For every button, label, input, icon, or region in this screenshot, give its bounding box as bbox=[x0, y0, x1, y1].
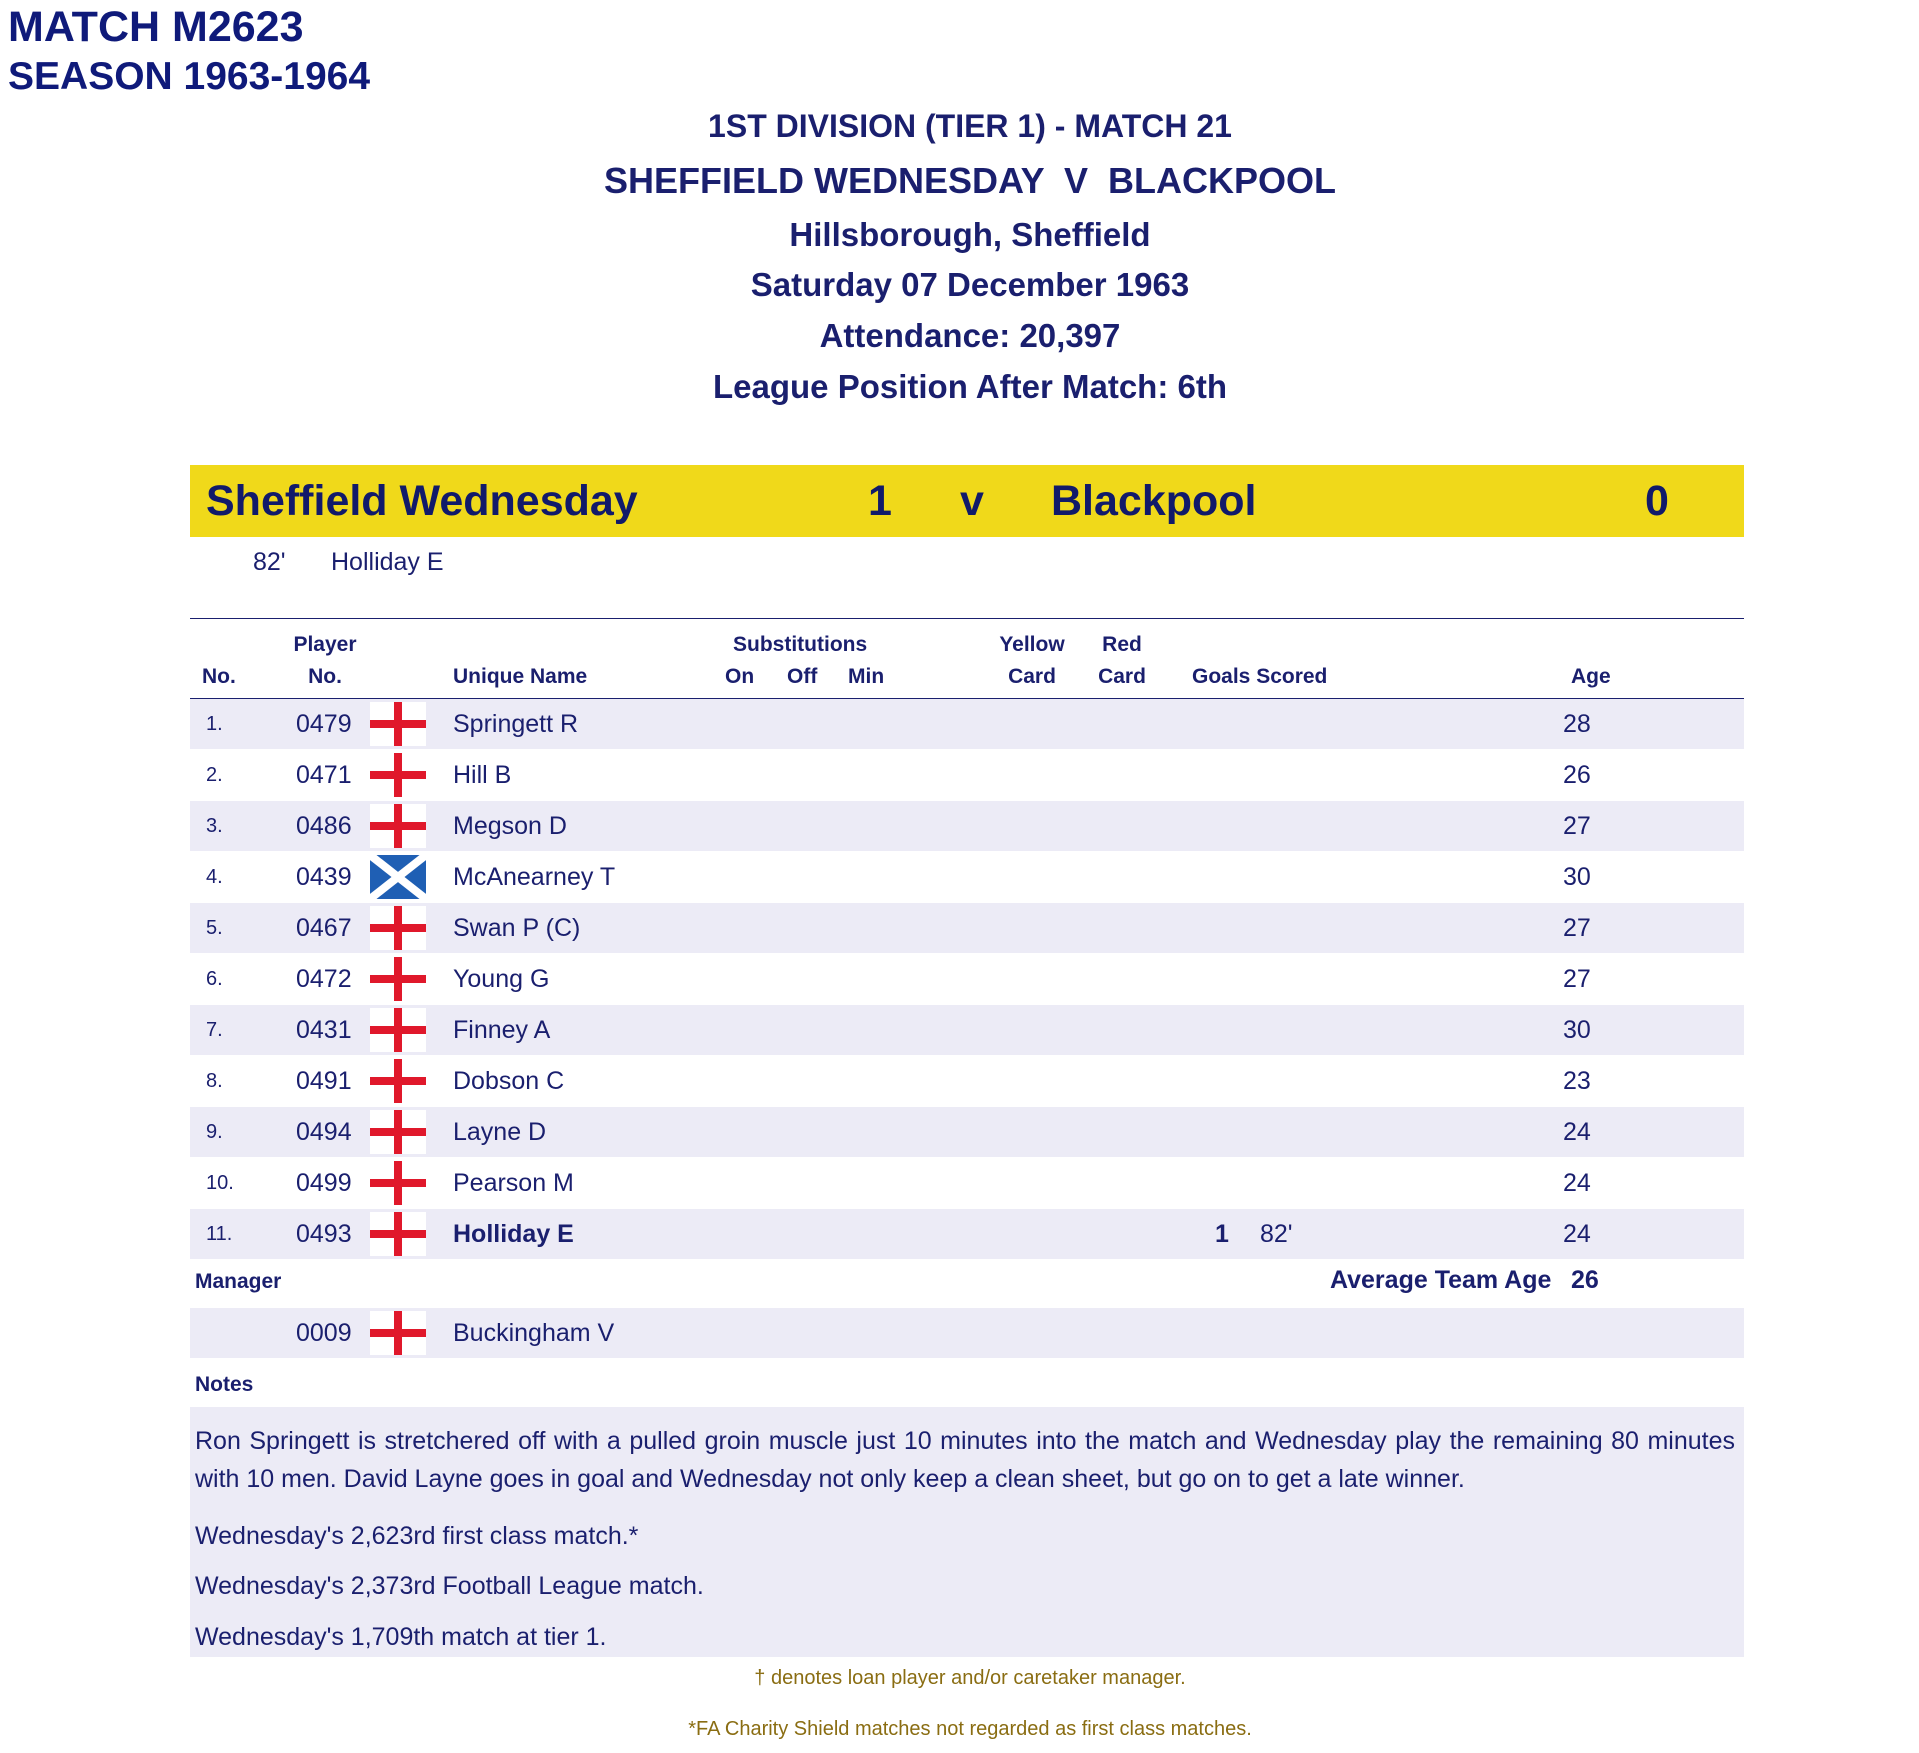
scotland-flag-icon bbox=[370, 855, 426, 899]
goal-minute: 82' bbox=[253, 548, 286, 576]
row-number: 2. bbox=[206, 764, 223, 786]
col-red-top: Red bbox=[1102, 633, 1142, 656]
player-name: McAnearney T bbox=[453, 863, 616, 891]
table-row bbox=[190, 852, 1744, 902]
england-flag-icon bbox=[370, 1008, 426, 1052]
table-row bbox=[190, 903, 1744, 953]
player-age: 24 bbox=[1563, 1118, 1591, 1146]
england-flag-icon bbox=[370, 957, 426, 1001]
england-flag-icon bbox=[370, 1161, 426, 1205]
table-row bbox=[190, 954, 1744, 1004]
england-flag-icon bbox=[370, 1212, 426, 1256]
versus-label: v bbox=[960, 477, 984, 525]
table-row bbox=[190, 801, 1744, 851]
col-no-header: No. bbox=[202, 665, 236, 688]
goal-minute: 82' bbox=[1260, 1220, 1293, 1248]
player-number: 0491 bbox=[296, 1067, 352, 1095]
note-match-report: Ron Springett is stretchered off with a pulled groin muscle just 10 minutes into the match and Wednesday play the remaining 80 minutes with 10 men. David Layne goes in goal and Wednesday not only keep a clean sheet, but go on to get a late winner. bbox=[195, 1427, 1735, 1493]
goal-scorer: Holliday E bbox=[331, 548, 444, 576]
season-label: SEASON 1963-1964 bbox=[8, 55, 371, 98]
player-name: Holliday E bbox=[453, 1220, 574, 1248]
england-flag-icon bbox=[370, 1311, 426, 1355]
col-player-no-bottom: No. bbox=[308, 665, 342, 688]
row-number: 5. bbox=[206, 917, 223, 939]
player-number: 0493 bbox=[296, 1220, 352, 1248]
league-position: League Position After Match: 6th bbox=[713, 368, 1227, 405]
player-number: 0494 bbox=[296, 1118, 352, 1146]
player-name: Dobson C bbox=[453, 1067, 565, 1095]
match-date: Saturday 07 December 1963 bbox=[750, 266, 1190, 303]
row-number: 10. bbox=[206, 1172, 234, 1194]
table-row bbox=[190, 1056, 1744, 1106]
footnote-charity-shield: *FA Charity Shield matches not regarded as first class matches. bbox=[688, 1718, 1252, 1740]
table-row bbox=[190, 699, 1744, 749]
home-goals: 1 bbox=[868, 477, 892, 525]
player-number: 0439 bbox=[296, 863, 352, 891]
england-flag-icon bbox=[370, 702, 426, 746]
col-unique-name-header: Unique Name bbox=[453, 665, 588, 688]
player-name: Layne D bbox=[453, 1118, 547, 1146]
match-id: MATCH M2623 bbox=[8, 3, 304, 51]
england-flag-icon bbox=[370, 804, 426, 848]
col-goals-scored-header: Goals Scored bbox=[1192, 665, 1328, 688]
row-number: 1. bbox=[206, 713, 223, 735]
home-team: Sheffield Wednesday bbox=[206, 477, 638, 525]
row-number: 8. bbox=[206, 1070, 223, 1092]
row-number: 4. bbox=[206, 866, 223, 888]
player-name: Springett R bbox=[453, 710, 579, 738]
player-age: 24 bbox=[1563, 1220, 1591, 1248]
player-number: 0486 bbox=[296, 812, 352, 840]
col-sub-off-header: Off bbox=[787, 665, 818, 688]
table-row bbox=[190, 1209, 1744, 1259]
col-yellow-bottom: Card bbox=[1008, 665, 1056, 688]
col-substitutions-header: Substitutions bbox=[733, 633, 868, 656]
col-sub-min-header: Min bbox=[848, 665, 885, 688]
player-name: Hill B bbox=[453, 761, 512, 789]
player-number: 0472 bbox=[296, 965, 352, 993]
note-tier-match: Wednesday's 1,709th match at tier 1. bbox=[195, 1623, 607, 1651]
col-player-no-top: Player bbox=[293, 633, 357, 656]
manager-number: 0009 bbox=[296, 1319, 352, 1347]
notes-label: Notes bbox=[195, 1373, 254, 1396]
manager-row bbox=[190, 1308, 1744, 1358]
row-number: 9. bbox=[206, 1121, 223, 1143]
player-age: 30 bbox=[1563, 863, 1591, 891]
player-number: 0479 bbox=[296, 710, 352, 738]
table-row bbox=[190, 1005, 1744, 1055]
player-name: Swan P (C) bbox=[453, 914, 581, 942]
player-age: 27 bbox=[1563, 965, 1591, 993]
col-yellow-top: Yellow bbox=[999, 633, 1065, 656]
col-red-bottom: Card bbox=[1098, 665, 1146, 688]
player-name: Finney A bbox=[453, 1016, 551, 1044]
table-row bbox=[190, 1158, 1744, 1208]
row-number: 3. bbox=[206, 815, 223, 837]
player-age: 27 bbox=[1563, 914, 1591, 942]
england-flag-icon bbox=[370, 1110, 426, 1154]
score-bar bbox=[190, 465, 1744, 537]
note-first-class: Wednesday's 2,623rd first class match.* bbox=[195, 1522, 639, 1550]
player-age: 27 bbox=[1563, 812, 1591, 840]
player-age: 24 bbox=[1563, 1169, 1591, 1197]
player-name: Pearson M bbox=[453, 1169, 574, 1197]
fixture-title: SHEFFIELD WEDNESDAY V BLACKPOOL bbox=[603, 160, 1337, 201]
player-name: Megson D bbox=[453, 812, 567, 840]
attendance: Attendance: 20,397 bbox=[819, 317, 1121, 354]
row-number: 11. bbox=[206, 1223, 233, 1245]
player-number: 0467 bbox=[296, 914, 352, 942]
player-age: 23 bbox=[1563, 1067, 1591, 1095]
venue: Hillsborough, Sheffield bbox=[789, 216, 1151, 253]
manager-name: Buckingham V bbox=[453, 1319, 615, 1347]
row-number: 7. bbox=[206, 1019, 223, 1041]
away-team: Blackpool bbox=[1051, 477, 1257, 525]
notes-panel bbox=[190, 1407, 1744, 1657]
table-row bbox=[190, 750, 1744, 800]
footnote-loan: † denotes loan player and/or caretaker manager. bbox=[754, 1667, 1186, 1689]
player-age: 30 bbox=[1563, 1016, 1591, 1044]
player-age: 26 bbox=[1563, 761, 1591, 789]
player-number: 0499 bbox=[296, 1169, 352, 1197]
table-row bbox=[190, 1107, 1744, 1157]
england-flag-icon bbox=[370, 753, 426, 797]
england-flag-icon bbox=[370, 906, 426, 950]
average-age-label: Average Team Age bbox=[1330, 1266, 1552, 1294]
col-age-header: Age bbox=[1571, 665, 1611, 688]
player-number: 0471 bbox=[296, 761, 352, 789]
england-flag-icon bbox=[370, 1059, 426, 1103]
away-goals: 0 bbox=[1645, 477, 1669, 525]
player-name: Young G bbox=[453, 965, 550, 993]
manager-label: Manager bbox=[195, 1270, 282, 1293]
note-league-match: Wednesday's 2,373rd Football League match. bbox=[195, 1572, 704, 1600]
competition-title: 1ST DIVISION (TIER 1) - MATCH 21 bbox=[708, 108, 1232, 144]
table-top-rule bbox=[190, 618, 1744, 619]
goals-count: 1 bbox=[1215, 1220, 1229, 1248]
row-number: 6. bbox=[206, 968, 223, 990]
player-age: 28 bbox=[1563, 710, 1591, 738]
col-sub-on-header: On bbox=[725, 665, 755, 688]
player-number: 0431 bbox=[296, 1016, 352, 1044]
average-age-value: 26 bbox=[1571, 1266, 1599, 1294]
